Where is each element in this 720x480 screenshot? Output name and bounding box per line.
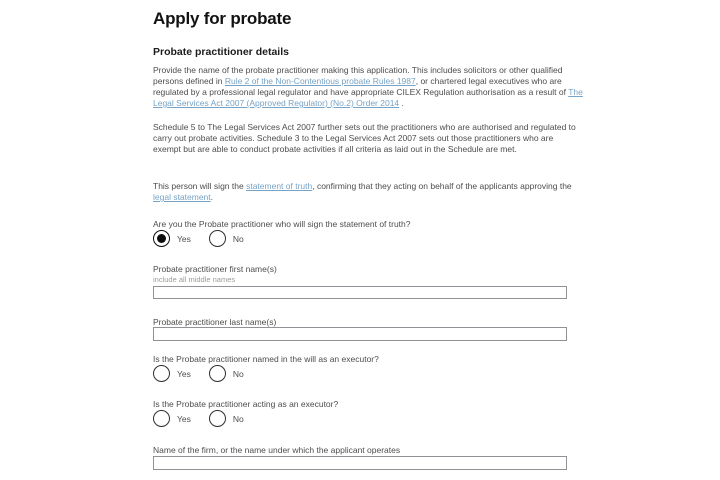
- radio-option-label: Yes: [177, 233, 191, 244]
- radio-option-label: No: [232, 233, 244, 244]
- link-non-contentious-probate-rules[interactable]: Rule 2 of the Non-Contentious probate Rules 1987: [224, 76, 416, 86]
- paragraph-text: .: [210, 192, 214, 202]
- page-title: Apply for probate: [153, 9, 292, 28]
- link-legal-services-act-order[interactable]: The Legal Services Act 2007 (Approved Regulator) (No.2) Order 2014: [153, 87, 583, 108]
- last-names-input[interactable]: [153, 327, 567, 341]
- paragraph-text: , or chartered legal executives who are regulated by a professional legal regulator and have appropriate CILEX Regulation authorisation as a result of: [153, 76, 569, 97]
- intro-paragraph-3: [153, 181, 583, 203]
- radio-option-acting-no[interactable]: [209, 410, 244, 427]
- link-legal-statement[interactable]: legal statement: [153, 192, 211, 202]
- intro-paragraph-2: Schedule 5 to The Legal Services Act 2007 further sets out the practitioners who are authorised and regulated to carry out probate activities. Schedule 3 to the Legal Services Act 2007 sets out those practitioners who are exempt but are able to conduct probate activities if all criteria as laid out in the Schedule are met.: [153, 122, 576, 154]
- firm-name-input[interactable]: [153, 456, 567, 470]
- radio-option-sign-yes[interactable]: [153, 230, 191, 247]
- first-names-label: Probate practitioner first name(s): [153, 264, 277, 274]
- paragraph-text: .: [399, 98, 404, 108]
- radio-button-icon[interactable]: [153, 410, 170, 427]
- radio-option-label: Yes: [177, 368, 191, 379]
- question-sign-statement-label: Are you the Probate practitioner who will sign the statement of truth?: [153, 219, 411, 229]
- radio-option-named-no[interactable]: [209, 365, 244, 382]
- question-named-executor-label: Is the Probate practitioner named in the will as an executor?: [153, 354, 379, 364]
- main-content: [153, 0, 583, 480]
- radio-button-icon[interactable]: [209, 230, 226, 247]
- paragraph-text: , confirming that they acting on behalf of the applicants approving the: [312, 181, 572, 191]
- firm-name-label: Name of the firm, or the name under which the applicant operates: [153, 445, 401, 455]
- section-heading: Probate practitioner details: [153, 46, 289, 58]
- last-names-label: Probate practitioner last name(s): [153, 317, 277, 327]
- radio-button-icon[interactable]: [209, 365, 226, 382]
- radio-option-label: Yes: [177, 413, 191, 424]
- radio-option-label: No: [232, 413, 244, 424]
- radio-group-sign-statement: [153, 230, 244, 247]
- link-statement-of-truth[interactable]: statement of truth: [246, 181, 313, 191]
- radio-option-label: No: [232, 368, 244, 379]
- question-acting-executor-label: Is the Probate practitioner acting as an executor?: [153, 399, 339, 409]
- radio-button-icon[interactable]: [153, 365, 170, 382]
- radio-button-icon[interactable]: [153, 230, 170, 247]
- radio-group-named-executor: [153, 365, 244, 382]
- intro-paragraph-1: [153, 65, 583, 109]
- first-names-hint: include all middle names: [153, 275, 236, 284]
- radio-option-sign-no[interactable]: [209, 230, 244, 247]
- radio-button-icon[interactable]: [209, 410, 226, 427]
- radio-option-named-yes[interactable]: [153, 365, 191, 382]
- paragraph-text: Provide the name of the probate practitioner making this application. This includes solicitors or other qualified persons defined in: [153, 65, 563, 86]
- radio-option-acting-yes[interactable]: [153, 410, 191, 427]
- first-names-input[interactable]: [153, 286, 567, 299]
- paragraph-text: This person will sign the: [153, 181, 247, 191]
- radio-group-acting-executor: [153, 410, 244, 427]
